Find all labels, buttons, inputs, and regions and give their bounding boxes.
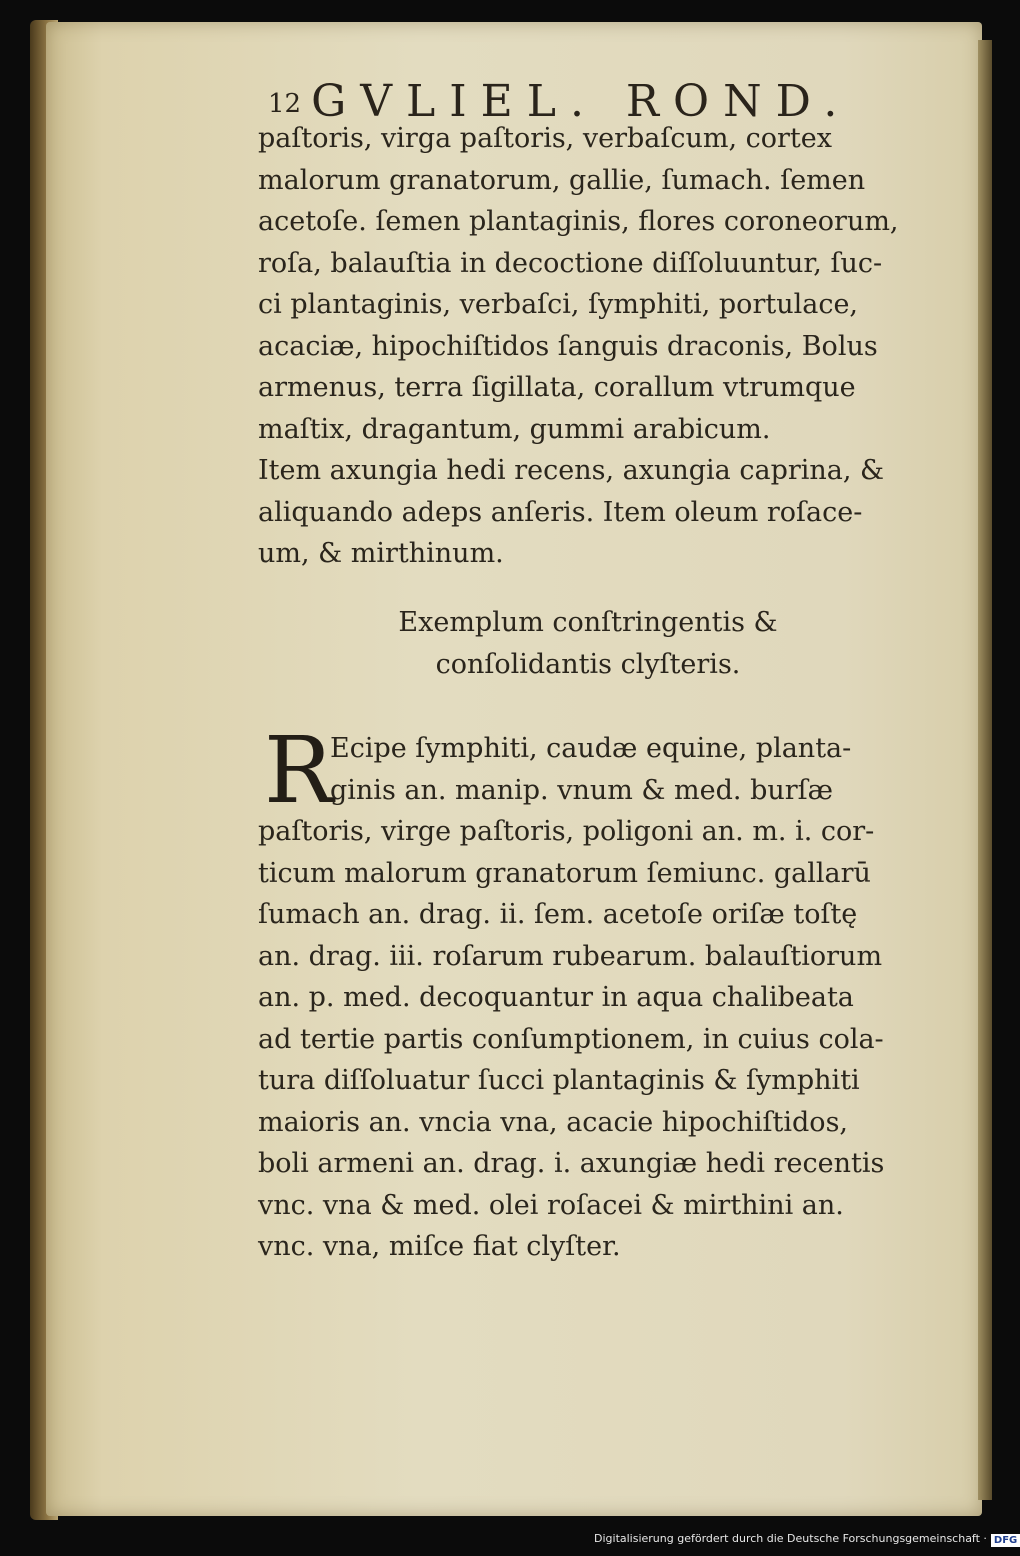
book-edge-right: [978, 40, 992, 1500]
running-title: GVLIEL. ROND.: [311, 76, 852, 127]
text-line: ticum malorum granatorum ſemiunc. gallarū: [258, 857, 871, 889]
text-line: an. p. med. decoquantur in aqua chalibeata: [258, 982, 854, 1013]
text-line: aliquando adeps anſeris. Item oleum roſace-: [258, 496, 863, 528]
text-block-ingredients: [258, 118, 918, 575]
text-line: paſtoris, virge paſtoris, poligoni an. m. i. cor-: [258, 816, 875, 847]
text-line: maſtix, dragantum, gummi arabicum.: [258, 413, 771, 445]
text-line: an. drag. iii. roſarum rubearum. balauſtiorum: [258, 940, 883, 972]
text-line: maioris an. vncia vna, acacie hipochiſtidos,: [258, 1106, 849, 1138]
credit-text: Digitalisierung gefördert durch die Deutsche Forschungsgemeinschaft ·: [594, 1532, 987, 1545]
drop-cap: R: [264, 717, 334, 824]
text-line: tura diſſoluatur ſucci plantaginis & ſymphiti: [258, 1065, 860, 1096]
text-block-recipe: [258, 717, 918, 1268]
text-line: malorum granatorum, gallie, ſumach. ſemen: [258, 164, 866, 196]
digitization-credit: [594, 1532, 1020, 1547]
text-line: um, & mirthinum.: [258, 538, 504, 569]
heading-line: conſolidantis clyſteris.: [435, 649, 741, 680]
text-line: ad tertie partis conſumptionem, in cuius cola-: [258, 1023, 884, 1055]
text-line: paſtoris, virga paſtoris, verbaſcum, cortex: [258, 123, 832, 154]
text-line: Item axungia hedi recens, axungia caprina, &: [258, 455, 885, 486]
text-line: ci plantaginis, verbaſci, ſymphiti, portulace,: [258, 289, 858, 320]
heading-line: Exemplum conſtringentis &: [398, 607, 778, 638]
page-number: 12: [268, 89, 302, 119]
text-line: ſumach an. drag. ii. ſem. acetoſe oriſæ toſtę: [258, 899, 858, 930]
text-line: acetoſe. ſemen plantaginis, flores coroneorum,: [258, 206, 899, 237]
text-line: vnc. vna & med. olei roſacei & mirthini an.: [258, 1189, 844, 1221]
text-line: boli armeni an. drag. i. axungiæ hedi recentis: [258, 1148, 885, 1179]
text-line: Ecipe ſymphiti, caudæ equine, planta-: [330, 733, 852, 764]
text-line: armenus, terra ſigillata, corallum vtrumque: [258, 372, 856, 403]
text-line: roſa, balauſtia in decoctione diſſoluuntur, ſuc-: [258, 247, 883, 279]
dfg-logo-icon: DFG: [991, 1534, 1020, 1547]
text-line: ginis an. manip. vnum & med. burſæ: [330, 774, 834, 806]
text-line: acaciæ, hipochiſtidos ſanguis draconis, Bolus: [258, 330, 878, 362]
text-line: vnc. vna, miſce fiat clyſter.: [258, 1231, 621, 1262]
section-heading: [258, 602, 918, 686]
